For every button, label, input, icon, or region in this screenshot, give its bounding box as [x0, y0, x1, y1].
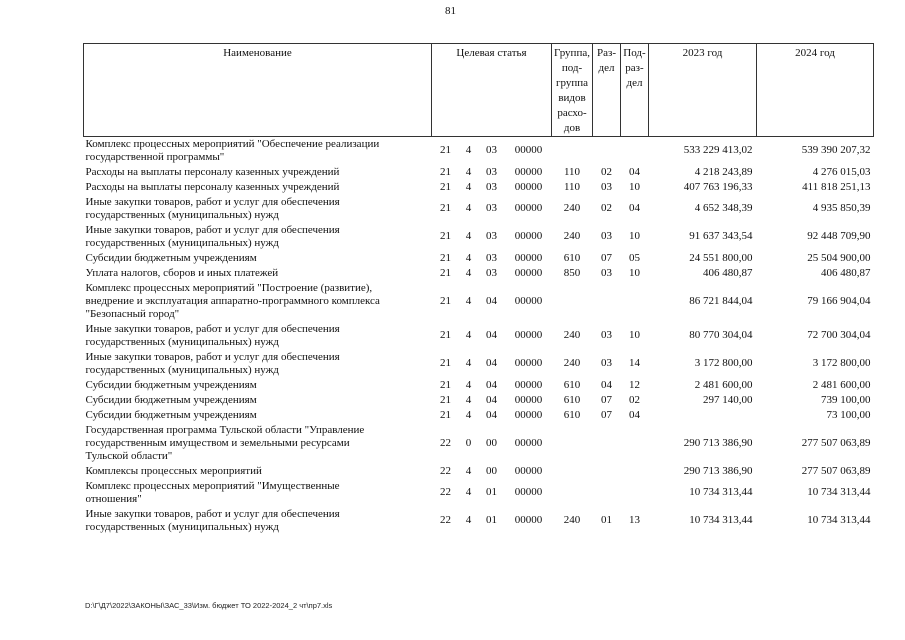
- row-name-line: государственных (муниципальных) нужд: [85, 236, 279, 249]
- header-name: Наименование: [84, 44, 432, 137]
- target-code-complex: 03: [486, 266, 497, 279]
- amount-2024: 277 507 063,89: [801, 436, 871, 449]
- target-code-type: 4: [465, 378, 472, 391]
- target-code-type: 4: [465, 202, 472, 214]
- row-name-line: Расходы на выплаты персоналу казенных учреждений: [85, 180, 340, 193]
- table-row: [84, 464, 874, 479]
- target-code-complex: 03: [486, 251, 497, 264]
- table-row: [84, 281, 874, 322]
- row-name-line: Комплекс процессных мероприятий "Имущественные: [85, 479, 340, 492]
- row-name: [84, 266, 432, 281]
- row-name-line: Государственная программа Тульской области "Управление: [85, 423, 365, 436]
- amount-2023: 3 172 800,00: [694, 357, 753, 369]
- target-code-complex: 03: [486, 180, 497, 193]
- row-name-line: государственных (муниципальных) нужд: [85, 363, 279, 376]
- row-name: [84, 350, 432, 378]
- target-code-type: 4: [465, 464, 472, 477]
- section-code: 07: [601, 393, 612, 406]
- target-code-program: 21: [440, 357, 451, 369]
- expense-group: [552, 137, 593, 165]
- target-code-complex: 04: [486, 357, 497, 369]
- section-code: 02: [601, 165, 612, 178]
- target-code-direction: 00000: [514, 408, 543, 421]
- target-code-program: 21: [440, 180, 451, 193]
- row-name-line: внедрение и эксплуатация аппаратно-программного комплекса: [85, 294, 380, 307]
- subsection-code: 05: [629, 251, 640, 264]
- expense-group: 610: [563, 393, 581, 406]
- target-code-direction: 00000: [514, 180, 543, 193]
- amount-2023: 4 652 348,39: [694, 202, 753, 214]
- target-code-program: 21: [440, 165, 451, 178]
- expense-group: [552, 423, 593, 464]
- expense-group: [552, 281, 593, 322]
- target-code-complex: 04: [486, 408, 497, 421]
- row-name-line: Комплексы процессных мероприятий: [85, 464, 262, 477]
- subsection-code: 04: [629, 408, 640, 421]
- subsection-code: 04: [629, 165, 640, 178]
- row-name-line: государственной программы": [85, 150, 225, 163]
- section-code: 07: [601, 408, 612, 421]
- target-code-direction: 00000: [514, 329, 543, 341]
- amount-2023: 91 637 343,54: [689, 230, 753, 242]
- amount-2024: 73 100,00: [826, 408, 871, 421]
- target-code-type: 4: [465, 294, 472, 307]
- amount-2023: 290 713 386,90: [683, 464, 753, 477]
- amount-2023: 10 734 313,44: [689, 486, 753, 498]
- target-code-direction: 00000: [514, 144, 543, 157]
- header-year-2023: 2023 год: [649, 44, 757, 137]
- table-row: [84, 393, 874, 408]
- target-code-direction: 00000: [514, 266, 543, 279]
- target-code-complex: 04: [486, 378, 497, 391]
- expense-group: 110: [563, 165, 581, 178]
- target-code-direction: 00000: [514, 165, 543, 178]
- section-code: 03: [601, 230, 612, 242]
- expense-group: 610: [563, 251, 581, 264]
- subsection-code: 04: [629, 202, 640, 214]
- table-row: [84, 322, 874, 350]
- table-row: [84, 350, 874, 378]
- row-name-line: государственных (муниципальных) нужд: [85, 335, 279, 348]
- target-code-direction: 00000: [514, 436, 543, 449]
- target-code-program: 22: [440, 436, 451, 449]
- section-code: 07: [601, 251, 612, 264]
- subsection-code: 14: [629, 357, 640, 369]
- row-name-line: Тульской области": [85, 449, 173, 462]
- target-code-direction: 00000: [514, 514, 543, 526]
- row-name-line: Субсидии бюджетным учреждениям: [85, 408, 257, 421]
- page-number: 81: [445, 5, 456, 17]
- expense-group: 610: [563, 408, 581, 421]
- header-group: Группа, под- группа видов расхо- дов: [552, 44, 593, 137]
- section-code: 02: [601, 202, 612, 214]
- row-name: [84, 165, 432, 180]
- amount-2024: 72 700 304,04: [807, 329, 871, 341]
- subsection-code: 02: [629, 393, 640, 406]
- table-row: [84, 507, 874, 535]
- target-code-program: 21: [440, 144, 451, 157]
- table-row: [84, 223, 874, 251]
- amount-2024: 739 100,00: [821, 393, 871, 406]
- subsection-code: 10: [629, 329, 640, 341]
- target-code-type: 4: [465, 230, 472, 242]
- table-row: [84, 137, 874, 165]
- target-code-type: 4: [465, 393, 472, 406]
- target-code-type: 4: [465, 266, 472, 279]
- target-code-type: 4: [465, 486, 472, 498]
- amount-2023: 86 721 844,04: [689, 294, 753, 307]
- table-row: [84, 423, 874, 464]
- amount-2023: 4 218 243,89: [694, 165, 753, 178]
- row-name-line: Комплекс процессных мероприятий "Построение (развитие),: [85, 281, 373, 294]
- target-code-program: 21: [440, 202, 451, 214]
- target-code-direction: 00000: [514, 357, 543, 369]
- target-code-direction: 00000: [514, 251, 543, 264]
- section-code: 03: [601, 357, 612, 369]
- row-name: [84, 393, 432, 408]
- row-name: [84, 195, 432, 223]
- amount-2023: 290 713 386,90: [683, 436, 753, 449]
- target-code-direction: 00000: [514, 202, 543, 214]
- target-code-complex: 04: [486, 329, 497, 341]
- target-code-complex: 04: [486, 393, 497, 406]
- row-name: [84, 180, 432, 195]
- row-name-line: Комплекс процессных мероприятий "Обеспечение реализации: [85, 137, 380, 150]
- target-code-type: 4: [465, 357, 472, 369]
- row-name-line: Субсидии бюджетным учреждениям: [85, 393, 257, 406]
- table-body: [84, 137, 874, 535]
- table-row: [84, 251, 874, 266]
- target-code-direction: 00000: [514, 486, 543, 498]
- row-name-line: государственных (муниципальных) нужд: [85, 520, 279, 533]
- row-name-line: государственных (муниципальных) нужд: [85, 208, 279, 221]
- table-row: [84, 479, 874, 507]
- target-code-direction: 00000: [514, 393, 543, 406]
- target-code-program: 21: [440, 378, 451, 391]
- row-name: [84, 479, 432, 507]
- target-code-direction: 00000: [514, 230, 543, 242]
- target-code-program: 21: [440, 294, 451, 307]
- target-code-complex: 00: [486, 464, 497, 477]
- amount-2024: 277 507 063,89: [801, 464, 871, 477]
- target-code-complex: 01: [486, 486, 497, 498]
- target-code-type: 4: [465, 329, 472, 341]
- amount-2024: 10 734 313,44: [807, 514, 871, 526]
- section-code: [593, 464, 621, 479]
- section-code: [593, 479, 621, 507]
- row-name-line: отношения": [85, 492, 142, 505]
- amount-2024: 4 935 850,39: [812, 202, 871, 214]
- target-code-program: 21: [440, 408, 451, 421]
- amount-2023: 406 480,87: [703, 266, 753, 279]
- target-code-type: 4: [465, 514, 472, 526]
- amount-2023: 10 734 313,44: [689, 514, 753, 526]
- amount-2024: 10 734 313,44: [807, 486, 871, 498]
- target-code-type: 0: [465, 436, 472, 449]
- section-code: 01: [601, 514, 612, 526]
- file-path-footer: D:\Г\Д7\2022\ЗАКОНЫ\ЗАС_33\Изм. бюджет ТО 2022-2024_2 чт\пр7.xls: [85, 601, 333, 610]
- target-code-type: 4: [465, 408, 472, 421]
- target-code-program: 21: [440, 329, 451, 341]
- target-code-program: 22: [440, 464, 451, 477]
- section-code: [593, 137, 621, 165]
- header-target: Целевая статья: [432, 44, 552, 137]
- row-name: [84, 378, 432, 393]
- target-code-program: 21: [440, 251, 451, 264]
- amount-2023: 297 140,00: [703, 393, 753, 406]
- target-code-complex: 03: [486, 202, 497, 214]
- expense-group: 240: [563, 329, 581, 341]
- expense-group: 240: [563, 230, 581, 242]
- section-code: 04: [601, 378, 612, 391]
- target-code-complex: 01: [486, 514, 497, 526]
- table-row: [84, 195, 874, 223]
- subsection-code: [621, 281, 649, 322]
- row-name: [84, 223, 432, 251]
- target-code-program: 21: [440, 266, 451, 279]
- amount-2023: [649, 408, 757, 423]
- row-name: [84, 251, 432, 266]
- table-row: [84, 165, 874, 180]
- header-section: Раз- дел: [593, 44, 621, 137]
- table-row: [84, 180, 874, 195]
- target-code-program: 21: [440, 393, 451, 406]
- target-code-direction: 00000: [514, 378, 543, 391]
- target-code-program: 22: [440, 514, 451, 526]
- expense-group: 850: [563, 266, 581, 279]
- amount-2023: 533 229 413,02: [683, 144, 753, 157]
- row-name-line: Иные закупки товаров, работ и услуг для обеспечения: [85, 507, 340, 520]
- section-code: 03: [601, 266, 612, 279]
- budget-table: [83, 43, 874, 535]
- target-code-complex: 03: [486, 230, 497, 242]
- expense-group: 610: [563, 378, 581, 391]
- row-name-line: Иные закупки товаров, работ и услуг для обеспечения: [85, 350, 340, 363]
- row-name-line: Субсидии бюджетным учреждениям: [85, 378, 257, 391]
- subsection-code: 12: [629, 378, 640, 391]
- subsection-code: [621, 479, 649, 507]
- target-code-program: 22: [440, 486, 451, 498]
- target-code-type: 4: [465, 251, 472, 264]
- target-code-complex: 04: [486, 294, 497, 307]
- row-name: [84, 507, 432, 535]
- row-name-line: Субсидии бюджетным учреждениям: [85, 251, 257, 264]
- amount-2023: 80 770 304,04: [689, 329, 753, 341]
- amount-2023: 2 481 600,00: [694, 378, 753, 391]
- row-name: [84, 408, 432, 423]
- table-row: [84, 408, 874, 423]
- row-name-line: Уплата налогов, сборов и иных платежей: [85, 266, 279, 279]
- section-code: [593, 423, 621, 464]
- subsection-code: 13: [629, 514, 640, 526]
- subsection-code: 10: [629, 180, 640, 193]
- row-name-line: Расходы на выплаты персоналу казенных учреждений: [85, 165, 340, 178]
- row-name: [84, 281, 432, 322]
- target-code-direction: 00000: [514, 464, 543, 477]
- amount-2023: 24 551 800,00: [689, 251, 753, 264]
- target-code-complex: 00: [486, 436, 497, 449]
- amount-2024: 79 166 904,04: [807, 294, 871, 307]
- subsection-code: [621, 464, 649, 479]
- amount-2024: 4 276 015,03: [812, 165, 871, 178]
- header-row: [84, 44, 874, 137]
- section-code: 03: [601, 329, 612, 341]
- expense-group: 240: [563, 514, 581, 526]
- subsection-code: [621, 137, 649, 165]
- row-name: [84, 322, 432, 350]
- subsection-code: [621, 423, 649, 464]
- row-name-line: "Безопасный город": [85, 307, 180, 320]
- table-row: [84, 266, 874, 281]
- expense-group: 240: [563, 357, 581, 369]
- expense-group: [552, 464, 593, 479]
- amount-2024: 25 504 900,00: [807, 251, 871, 264]
- subsection-code: 10: [629, 266, 640, 279]
- subsection-code: 10: [629, 230, 640, 242]
- row-name-line: Иные закупки товаров, работ и услуг для обеспечения: [85, 223, 340, 236]
- amount-2024: 3 172 800,00: [812, 357, 871, 369]
- expense-group: 240: [563, 202, 581, 214]
- section-code: 03: [601, 180, 612, 193]
- amount-2024: 406 480,87: [821, 266, 871, 279]
- target-code-type: 4: [465, 180, 472, 193]
- amount-2024: 2 481 600,00: [812, 378, 871, 391]
- amount-2024: 92 448 709,90: [807, 230, 871, 242]
- amount-2024: 411 818 251,13: [802, 180, 871, 193]
- table-row: [84, 378, 874, 393]
- row-name-line: государственным имуществом и земельными ресурсами: [85, 436, 350, 449]
- row-name-line: Иные закупки товаров, работ и услуг для обеспечения: [85, 322, 340, 335]
- amount-2023: 407 763 196,33: [683, 180, 753, 193]
- row-name-line: Иные закупки товаров, работ и услуг для обеспечения: [85, 195, 340, 208]
- target-code-program: 21: [440, 230, 451, 242]
- expense-group: 110: [563, 180, 581, 193]
- header-subsection: Под- раз- дел: [621, 44, 649, 137]
- target-code-direction: 00000: [514, 294, 543, 307]
- target-code-complex: 03: [486, 144, 497, 157]
- target-code-complex: 03: [486, 165, 497, 178]
- target-code-type: 4: [465, 165, 472, 178]
- row-name: [84, 137, 432, 165]
- row-name: [84, 464, 432, 479]
- amount-2024: 539 390 207,32: [801, 144, 871, 157]
- expense-group: [552, 479, 593, 507]
- row-name: [84, 423, 432, 464]
- target-code-type: 4: [465, 144, 472, 157]
- section-code: [593, 281, 621, 322]
- header-year-2024: 2024 год: [757, 44, 874, 137]
